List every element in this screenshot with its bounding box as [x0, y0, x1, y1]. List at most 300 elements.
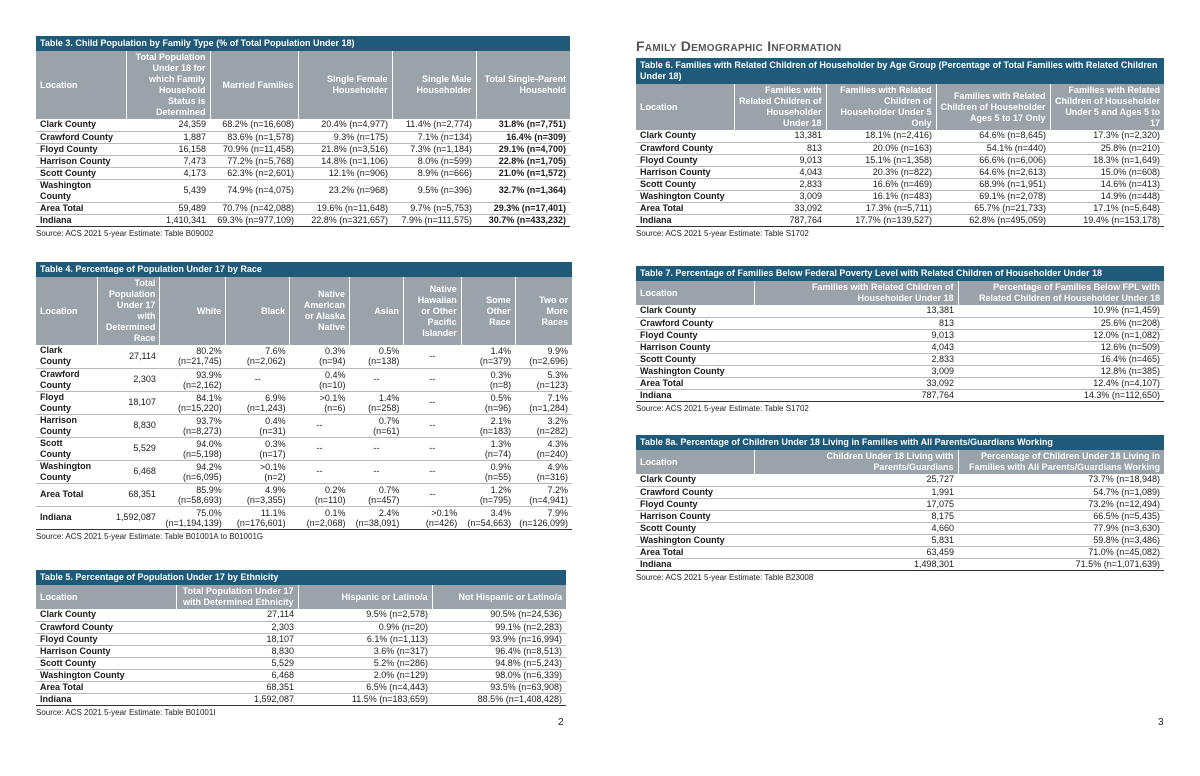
table-7-block: [636, 266, 1164, 413]
table-cell: 6,468: [176, 669, 298, 681]
table-cell: 14.3% (n=112,650): [958, 389, 1164, 401]
table-8a-source: Source: ACS 2021 5-year Estimate: Table B23008: [636, 572, 814, 582]
table-cell: 17.3% (n=5,711): [826, 202, 936, 214]
table-cell: --: [403, 414, 461, 437]
table-cell: --: [403, 345, 461, 368]
table-row: [636, 190, 1164, 202]
table-cell: 0.3% (n=94): [290, 345, 350, 368]
table-cell: 3,009: [734, 190, 826, 202]
table-cell: 96.4% (n=8,513): [432, 645, 566, 657]
table-cell: 83.6% (n=1,578): [210, 131, 298, 143]
table-cell: 4.3% (n=240): [515, 437, 572, 460]
row-label: Indiana: [36, 214, 126, 226]
table-cell: 3.6% (n=317): [298, 645, 432, 657]
table-cell: 10.9% (n=1,459): [958, 305, 1164, 317]
row-label: Area Total: [636, 377, 754, 389]
table-7-header-row: [636, 281, 1164, 305]
table-cell: 21.8% (n=3,516): [298, 143, 392, 155]
column-header: Location: [636, 450, 754, 474]
table-row: [636, 365, 1164, 377]
table-cell: 17.7% (n=139,527): [826, 214, 936, 226]
table-row: [636, 558, 1164, 570]
column-header: Asian: [349, 277, 403, 345]
table-cell: --: [349, 460, 403, 483]
table-5-caption: Table 5. Percentage of Population Under 17 by Ethnicity: [36, 570, 566, 585]
row-label: Harrison County: [636, 341, 754, 353]
table-cell: 12.6% (n=509): [958, 341, 1164, 353]
column-header: Black: [226, 277, 290, 345]
row-label: Crawford County: [636, 142, 734, 154]
table-cell: 65.7% (n=21,733): [936, 202, 1050, 214]
table-cell: 25,727: [754, 474, 958, 486]
table-row: [36, 202, 570, 214]
table-row: [36, 131, 570, 143]
table-cell: 0.5% (n=96): [461, 391, 515, 414]
table-row: [636, 377, 1164, 389]
table-cell: 5.2% (n=286): [298, 657, 432, 669]
table-cell: 14.8% (n=1,106): [298, 155, 392, 167]
table-cell: 12.4% (n=4,107): [958, 377, 1164, 389]
table-row: [36, 119, 570, 131]
table-cell: 93.7% (n=8,273): [160, 414, 226, 437]
table-row: [636, 498, 1164, 510]
table-cell: --: [349, 368, 403, 391]
table-cell: 15.0% (n=608): [1050, 166, 1164, 178]
table-cell: 4,043: [754, 341, 958, 353]
table-4-source: Source: ACS 2021 5-year Estimate: Table B01001A to B01001G: [36, 531, 264, 541]
row-label: Washington County: [636, 365, 754, 377]
table-row: [636, 214, 1164, 226]
row-label: Floyd County: [636, 154, 734, 166]
row-label: Harrison County: [36, 414, 98, 437]
column-header: Location: [36, 585, 176, 609]
table-7: [636, 281, 1164, 402]
table-4-body: [36, 345, 572, 529]
table-cell: 5,831: [754, 534, 958, 546]
table-row: [36, 645, 566, 657]
table-cell: 7.9% (n=111,575): [392, 214, 476, 226]
table-cell: 64.6% (n=2,613): [936, 166, 1050, 178]
table-cell: 73.7% (n=18,948): [958, 474, 1164, 486]
table-cell: 2.4% (n=38,091): [349, 506, 403, 529]
table-cell: 813: [754, 317, 958, 329]
table-cell: 4,660: [754, 522, 958, 534]
table-cell: 1,991: [754, 486, 958, 498]
table-cell: 74.9% (n=4,075): [210, 179, 298, 202]
table-row: [36, 483, 572, 506]
table-row: [36, 681, 566, 693]
table-cell: 7.9% (n=126,099): [515, 506, 572, 529]
row-label: Indiana: [636, 558, 754, 570]
table-cell: 8.0% (n=599): [392, 155, 476, 167]
row-label: Area Total: [36, 202, 126, 214]
table-cell: 62.3% (n=2,601): [210, 167, 298, 179]
table-cell: 5.3% (n=123): [515, 368, 572, 391]
table-cell: 25.8% (n=210): [1050, 142, 1164, 154]
column-header: Total Single-Parent Household: [476, 51, 570, 119]
table-cell: --: [403, 368, 461, 391]
table-cell: 15.1% (n=1,358): [826, 154, 936, 166]
table-cell: 33,092: [754, 377, 958, 389]
table-cell: 11.1% (n=176,601): [226, 506, 290, 529]
table-cell: 30.7% (n=433,232): [476, 214, 570, 226]
table-cell: 2,833: [734, 178, 826, 190]
table-cell: 13,381: [734, 130, 826, 142]
table-6-header-row: [636, 84, 1164, 130]
table-8a-body: [636, 474, 1164, 570]
table-cell: --: [226, 368, 290, 391]
row-label: Floyd County: [36, 633, 176, 645]
table-cell: 7.3% (n=1,184): [392, 143, 476, 155]
table-cell: 1,592,087: [176, 693, 298, 705]
table-cell: --: [403, 483, 461, 506]
column-header: Families with Related Children of Householder Under 18: [754, 281, 958, 305]
table-cell: 1,887: [126, 131, 210, 143]
table-cell: 6.5% (n=4,443): [298, 681, 432, 693]
row-label: Clark County: [636, 130, 734, 142]
table-row: [36, 460, 572, 483]
row-label: Clark County: [36, 609, 176, 621]
table-row: [36, 414, 572, 437]
table-cell: 62.8% (n=495,059): [936, 214, 1050, 226]
row-label: Scott County: [36, 167, 126, 179]
table-5-body: [36, 609, 566, 705]
table-cell: 9.5% (n=396): [392, 179, 476, 202]
page-number-left: 2: [558, 717, 564, 728]
table-cell: 6.1% (n=1,113): [298, 633, 432, 645]
table-row: [636, 130, 1164, 142]
table-cell: 17.3% (n=2,320): [1050, 130, 1164, 142]
table-3: [36, 51, 570, 227]
table-cell: 64.6% (n=8,645): [936, 130, 1050, 142]
table-cell: 7.2% (n=4,941): [515, 483, 572, 506]
table-cell: 68.2% (n=16,608): [210, 119, 298, 131]
table-7-source: Source: ACS 2021 5-year Estimate: Table S1702: [636, 403, 809, 413]
table-row: [36, 155, 570, 167]
table-7-body: [636, 305, 1164, 401]
table-4: [36, 277, 572, 530]
column-header: White: [160, 277, 226, 345]
table-row: [36, 391, 572, 414]
table-cell: 73.2% (n=12,494): [958, 498, 1164, 510]
table-cell: >0.1% (n=426): [403, 506, 461, 529]
column-header: Location: [636, 84, 734, 130]
table-6-source: Source: ACS 2021 5-year Estimate: Table S1702: [636, 228, 809, 238]
table-cell: 93.9% (n=16,994): [432, 633, 566, 645]
table-cell: --: [403, 460, 461, 483]
table-cell: 4.9% (n=3,355): [226, 483, 290, 506]
table-row: [636, 305, 1164, 317]
table-row: [636, 522, 1164, 534]
table-8a-caption: Table 8a. Percentage of Children Under 18 Living in Families with All Parents/Guardians Working: [636, 435, 1164, 450]
column-header: Two or More Races: [515, 277, 572, 345]
table-cell: 66.5% (n=5,435): [958, 510, 1164, 522]
table-row: [36, 693, 566, 705]
table-cell: 27,114: [98, 345, 160, 368]
row-label: Scott County: [636, 353, 754, 365]
table-cell: 18,107: [176, 633, 298, 645]
table-cell: 0.4% (n=31): [226, 414, 290, 437]
table-cell: 16,158: [126, 143, 210, 155]
table-cell: 19.6% (n=11,648): [298, 202, 392, 214]
table-cell: 0.5% (n=138): [349, 345, 403, 368]
table-cell: 11.5% (n=183,659): [298, 693, 432, 705]
row-label: Harrison County: [36, 645, 176, 657]
table-cell: 0.1% (n=2,068): [290, 506, 350, 529]
table-3-source: Source: ACS 2021 5-year Estimate: Table B09002: [36, 228, 214, 238]
table-cell: 84.1% (n=15,220): [160, 391, 226, 414]
table-row: [636, 178, 1164, 190]
column-header: Families with Related Children of Householder Under 18: [734, 84, 826, 130]
table-cell: 8,830: [98, 414, 160, 437]
row-label: Harrison County: [36, 155, 126, 167]
table-6: [636, 84, 1164, 227]
table-cell: 54.1% (n=440): [936, 142, 1050, 154]
row-label: Indiana: [636, 214, 734, 226]
table-cell: 9.5% (n=2,578): [298, 609, 432, 621]
table-cell: 0.3% (n=17): [226, 437, 290, 460]
row-label: Scott County: [36, 437, 98, 460]
table-cell: 9,013: [754, 329, 958, 341]
table-cell: 0.9% (n=20): [298, 621, 432, 633]
table-row: [36, 506, 572, 529]
table-3-body: [36, 119, 570, 226]
table-row: [36, 179, 570, 202]
table-cell: 20.4% (n=4,977): [298, 119, 392, 131]
table-cell: 7.1% (n=134): [392, 131, 476, 143]
table-cell: 98.0% (n=6,339): [432, 669, 566, 681]
row-label: Indiana: [36, 693, 176, 705]
table-cell: --: [290, 414, 350, 437]
row-label: Floyd County: [636, 498, 754, 510]
table-cell: 0.2% (n=110): [290, 483, 350, 506]
table-cell: 1.3% (n=74): [461, 437, 515, 460]
row-label: Washington County: [636, 534, 754, 546]
table-cell: 27,114: [176, 609, 298, 621]
table-cell: 17.1% (n=5,648): [1050, 202, 1164, 214]
table-row: [36, 669, 566, 681]
table-cell: 1.4% (n=379): [461, 345, 515, 368]
table-cell: 68,351: [98, 483, 160, 506]
table-cell: 71.5% (n=1,071,639): [958, 558, 1164, 570]
row-label: Indiana: [636, 389, 754, 401]
table-cell: 4,173: [126, 167, 210, 179]
table-cell: 6.9% (n=1,243): [226, 391, 290, 414]
table-cell: 85.9% (n=58,693): [160, 483, 226, 506]
table-cell: 7.1% (n=1,284): [515, 391, 572, 414]
table-cell: 9,013: [734, 154, 826, 166]
table-3-block: [36, 36, 570, 238]
row-label: Harrison County: [636, 510, 754, 522]
table-cell: 21.0% (n=1,572): [476, 167, 570, 179]
table-cell: 33,092: [734, 202, 826, 214]
table-row: [636, 166, 1164, 178]
table-cell: 90.5% (n=24,536): [432, 609, 566, 621]
table-cell: 1,592,087: [98, 506, 160, 529]
row-label: Floyd County: [36, 391, 98, 414]
column-header: Location: [36, 51, 126, 119]
table-4-header-row: [36, 277, 572, 345]
column-header: Total Population Under 17 with Determined Race: [98, 277, 160, 345]
table-cell: 16.6% (n=469): [826, 178, 936, 190]
table-row: [36, 214, 570, 226]
table-cell: 2.1% (n=183): [461, 414, 515, 437]
table-cell: 94.2% (n=6,095): [160, 460, 226, 483]
column-header: Families with Related Children of Householder Under 5 Only: [826, 84, 936, 130]
table-cell: 1.4% (n=258): [349, 391, 403, 414]
table-cell: 0.3% (n=8): [461, 368, 515, 391]
table-cell: 4.9% (n=316): [515, 460, 572, 483]
row-label: Floyd County: [636, 329, 754, 341]
table-8a-block: [636, 435, 1164, 582]
section-title: Family Demographic Information: [636, 38, 842, 54]
column-header: Some Other Race: [461, 277, 515, 345]
table-row: [36, 437, 572, 460]
table-6-caption: Table 6. Families with Related Children of Householder by Age Group (Percentage of Total Families with Related Children Under 18): [636, 58, 1164, 84]
table-5-block: [36, 570, 566, 717]
table-row: [636, 317, 1164, 329]
row-label: Floyd County: [36, 143, 126, 155]
row-label: Scott County: [636, 522, 754, 534]
table-cell: 32.7% (n=1,364): [476, 179, 570, 202]
table-cell: 16.1% (n=483): [826, 190, 936, 202]
table-row: [636, 329, 1164, 341]
table-cell: 7.6% (n=2,062): [226, 345, 290, 368]
table-cell: 69.3% (n=977,109): [210, 214, 298, 226]
column-header: Location: [36, 277, 98, 345]
table-cell: 99.1% (n=2,283): [432, 621, 566, 633]
right-page: [600, 0, 1200, 776]
row-label: Washington County: [636, 190, 734, 202]
column-header: Native American or Alaska Native: [290, 277, 350, 345]
table-cell: 12.8% (n=385): [958, 365, 1164, 377]
table-cell: 2,303: [176, 621, 298, 633]
table-cell: 29.1% (n=4,700): [476, 143, 570, 155]
table-cell: 12.0% (n=1,082): [958, 329, 1164, 341]
table-cell: 5,529: [98, 437, 160, 460]
column-header: Children Under 18 Living with Parents/Guardians: [754, 450, 958, 474]
table-cell: 6,468: [98, 460, 160, 483]
column-header: Percentage of Families Below FPL with Related Children of Householder Under 18: [958, 281, 1164, 305]
row-label: Clark County: [636, 305, 754, 317]
row-label: Crawford County: [636, 486, 754, 498]
table-cell: 0.9% (n=55): [461, 460, 515, 483]
table-cell: 1.2% (n=795): [461, 483, 515, 506]
table-row: [636, 546, 1164, 558]
table-cell: 18.3% (n=1,649): [1050, 154, 1164, 166]
table-cell: 24,359: [126, 119, 210, 131]
table-cell: 1,410,341: [126, 214, 210, 226]
table-cell: --: [403, 391, 461, 414]
column-header: Not Hispanic or Latino/a: [432, 585, 566, 609]
row-label: Indiana: [36, 506, 98, 529]
table-cell: --: [290, 437, 350, 460]
table-cell: 94.8% (n=5,243): [432, 657, 566, 669]
table-3-caption: Table 3. Child Population by Family Type (% of Total Population Under 18): [36, 36, 570, 51]
table-3-header-row: [36, 51, 570, 119]
table-5-header-row: [36, 585, 566, 609]
table-cell: 80.2% (n=21,745): [160, 345, 226, 368]
row-label: Area Total: [636, 202, 734, 214]
table-cell: 9.9% (n=2,696): [515, 345, 572, 368]
table-cell: 0.7% (n=61): [349, 414, 403, 437]
table-row: [36, 167, 570, 179]
table-cell: 5,529: [176, 657, 298, 669]
table-cell: 1,498,301: [754, 558, 958, 570]
table-cell: 2,833: [754, 353, 958, 365]
column-header: Married Families: [210, 51, 298, 119]
column-header: Hispanic or Latino/a: [298, 585, 432, 609]
column-header: Total Population Under 18 for which Family Household Status is Determined: [126, 51, 210, 119]
table-cell: 88.5% (n=1,408,428): [432, 693, 566, 705]
row-label: Crawford County: [36, 131, 126, 143]
table-cell: >0.1% (n=2): [226, 460, 290, 483]
table-row: [636, 353, 1164, 365]
table-cell: 14.6% (n=413): [1050, 178, 1164, 190]
table-cell: 0.4% (n=10): [290, 368, 350, 391]
column-header: Total Population Under 17 with Determined Ethnicity: [176, 585, 298, 609]
table-row: [36, 657, 566, 669]
table-cell: 93.5% (n=63,908): [432, 681, 566, 693]
table-cell: 11.4% (n=2,774): [392, 119, 476, 131]
table-cell: 2.0% (n=129): [298, 669, 432, 681]
table-row: [636, 389, 1164, 401]
table-row: [636, 486, 1164, 498]
table-cell: 71.0% (n=45,082): [958, 546, 1164, 558]
table-cell: --: [349, 437, 403, 460]
table-cell: 13,381: [754, 305, 958, 317]
table-cell: 5,439: [126, 179, 210, 202]
table-row: [636, 474, 1164, 486]
table-cell: 77.9% (n=3,630): [958, 522, 1164, 534]
table-cell: 68,351: [176, 681, 298, 693]
row-label: Washington County: [36, 179, 126, 202]
table-cell: 54.7% (n=1,089): [958, 486, 1164, 498]
table-8a: [636, 450, 1164, 571]
table-cell: 12.1% (n=906): [298, 167, 392, 179]
table-row: [36, 368, 572, 391]
table-cell: 20.0% (n=163): [826, 142, 936, 154]
table-cell: 3.4% (n=54,663): [461, 506, 515, 529]
table-4-caption: Table 4. Percentage of Population Under 17 by Race: [36, 262, 572, 277]
table-cell: 31.8% (n=7,751): [476, 119, 570, 131]
table-cell: 813: [734, 142, 826, 154]
table-row: [36, 633, 566, 645]
table-row: [36, 609, 566, 621]
row-label: Clark County: [36, 345, 98, 368]
table-4-block: [36, 262, 572, 541]
table-cell: 22.8% (n=1,705): [476, 155, 570, 167]
row-label: Harrison County: [636, 166, 734, 178]
table-cell: 18.1% (n=2,416): [826, 130, 936, 142]
row-label: Crawford County: [36, 621, 176, 633]
table-cell: 93.9% (n=2,162): [160, 368, 226, 391]
table-cell: 16.4% (n=309): [476, 131, 570, 143]
column-header: Families with Related Children of Householder Under 5 and Ages 5 to 17: [1050, 84, 1164, 130]
table-cell: 25.6% (n=208): [958, 317, 1164, 329]
table-cell: 0.7% (n=457): [349, 483, 403, 506]
table-cell: 69.1% (n=2,078): [936, 190, 1050, 202]
table-cell: 23.2% (n=968): [298, 179, 392, 202]
table-cell: 75.0% (n=1,194,139): [160, 506, 226, 529]
table-cell: 94.0% (n=5,198): [160, 437, 226, 460]
table-row: [636, 142, 1164, 154]
table-cell: 8.9% (n=666): [392, 167, 476, 179]
table-cell: 18,107: [98, 391, 160, 414]
table-cell: 68.9% (n=1,951): [936, 178, 1050, 190]
table-cell: 787,764: [734, 214, 826, 226]
table-7-caption: Table 7. Percentage of Families Below Federal Poverty Level with Related Children of Householder Under 18: [636, 266, 1164, 281]
